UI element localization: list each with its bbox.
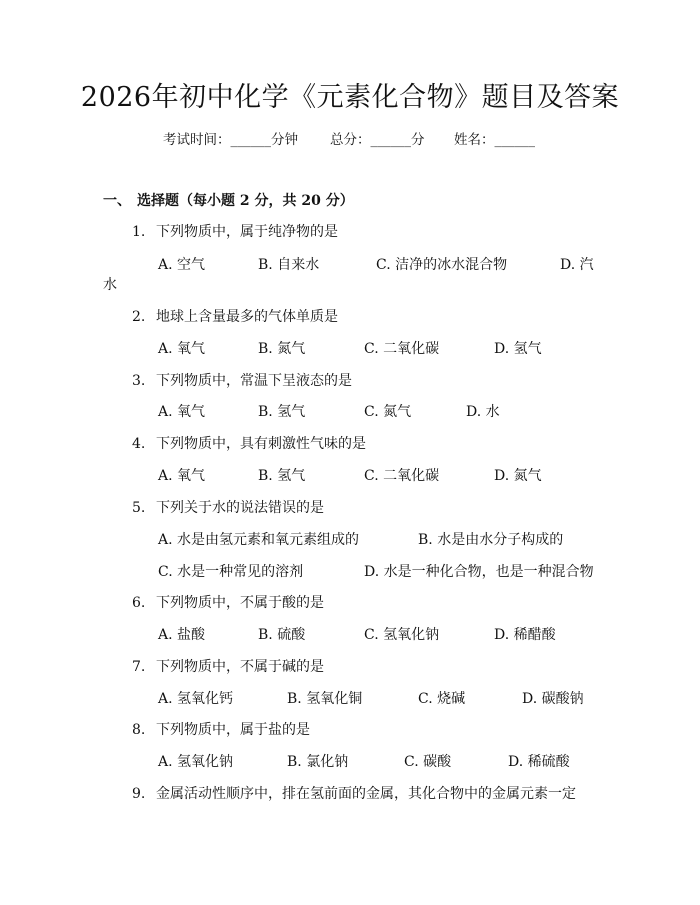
option-a: A. 盐酸 (158, 627, 206, 643)
option-a: A. 水是由氢元素和氧元素组成的 (158, 532, 360, 548)
option-c: C. 水是一种常见的溶剂 (158, 564, 304, 580)
option-b: B. 氢气 (258, 468, 306, 484)
question-number: 8. (132, 722, 146, 738)
option-d: D. 碳酸钠 (522, 691, 584, 707)
question-text: 下列物质中，具有刺激性气味的是 (156, 436, 366, 452)
question-text: 下列关于水的说法错误的是 (156, 500, 324, 516)
option-c: C. 氢氧化钠 (364, 627, 440, 643)
question-text: 下列物质中，属于盐的是 (156, 722, 310, 738)
option-b: B. 氯化钠 (287, 754, 349, 770)
option-b: B. 氢氧化铜 (287, 691, 363, 707)
option-c: C. 二氧化碳 (364, 341, 440, 357)
section-title: 选择题（每小题 2 分，共 20 分） (137, 193, 354, 209)
option-c: C. 烧碱 (418, 691, 466, 707)
option-d: D. 水 (466, 404, 500, 420)
option-b: B. 水是由水分子构成的 (418, 532, 564, 548)
total-score-field: 总分：______分 (330, 132, 425, 148)
option-c: C. 氮气 (364, 404, 412, 420)
section-header (103, 190, 354, 212)
option-a: A. 氧气 (158, 468, 206, 484)
option-a: A. 氧气 (158, 341, 206, 357)
option-d-wrap: 水 (103, 277, 117, 293)
option-a: A. 氧气 (158, 404, 206, 420)
option-b: B. 自来水 (258, 257, 320, 273)
option-d: D. 氮气 (494, 468, 542, 484)
section-number: 一、 (103, 193, 131, 209)
question-number: 5. (132, 500, 146, 516)
question-number: 4. (132, 436, 146, 452)
option-d: D. 氢气 (494, 341, 542, 357)
question-number: 7. (132, 659, 146, 675)
option-a: A. 氢氧化钠 (158, 754, 234, 770)
question-text: 下列物质中，不属于碱的是 (156, 659, 324, 675)
option-c: C. 碳酸 (404, 754, 452, 770)
option-c: C. 洁净的冰水混合物 (376, 257, 508, 273)
question-text: 地球上含量最多的气体单质是 (156, 309, 338, 325)
option-d: D. 稀醋酸 (494, 627, 556, 643)
option-d: D. 稀硫酸 (508, 754, 570, 770)
option-b: B. 硫酸 (258, 627, 306, 643)
exam-time-field: 考试时间：______分钟 (163, 132, 298, 148)
option-c: C. 二氧化碳 (364, 468, 440, 484)
page-title: 2026年初中化学《元素化合物》题目及答案 (80, 82, 620, 113)
option-b: B. 氮气 (258, 341, 306, 357)
question-number: 3. (132, 373, 146, 389)
question-number: 2. (132, 309, 146, 325)
question-text: 下列物质中，常温下呈液态的是 (156, 373, 352, 389)
question-text: 下列物质中，不属于酸的是 (156, 595, 324, 611)
option-d: D. 水是一种化合物，也是一种混合物 (364, 564, 594, 580)
question-text: 金属活动性顺序中，排在氢前面的金属，其化合物中的金属元素一定 (156, 786, 576, 802)
student-name-field: 姓名：______ (454, 132, 535, 148)
option-d: D. 汽 (560, 257, 594, 273)
question-number: 6. (132, 595, 146, 611)
option-a: A. 空气 (158, 257, 206, 273)
question-number: 1. (132, 224, 146, 240)
question-text: 下列物质中，属于纯净物的是 (156, 224, 338, 240)
question-number: 9. (132, 786, 146, 802)
option-a: A. 氢氧化钙 (158, 691, 234, 707)
option-b: B. 氢气 (258, 404, 306, 420)
